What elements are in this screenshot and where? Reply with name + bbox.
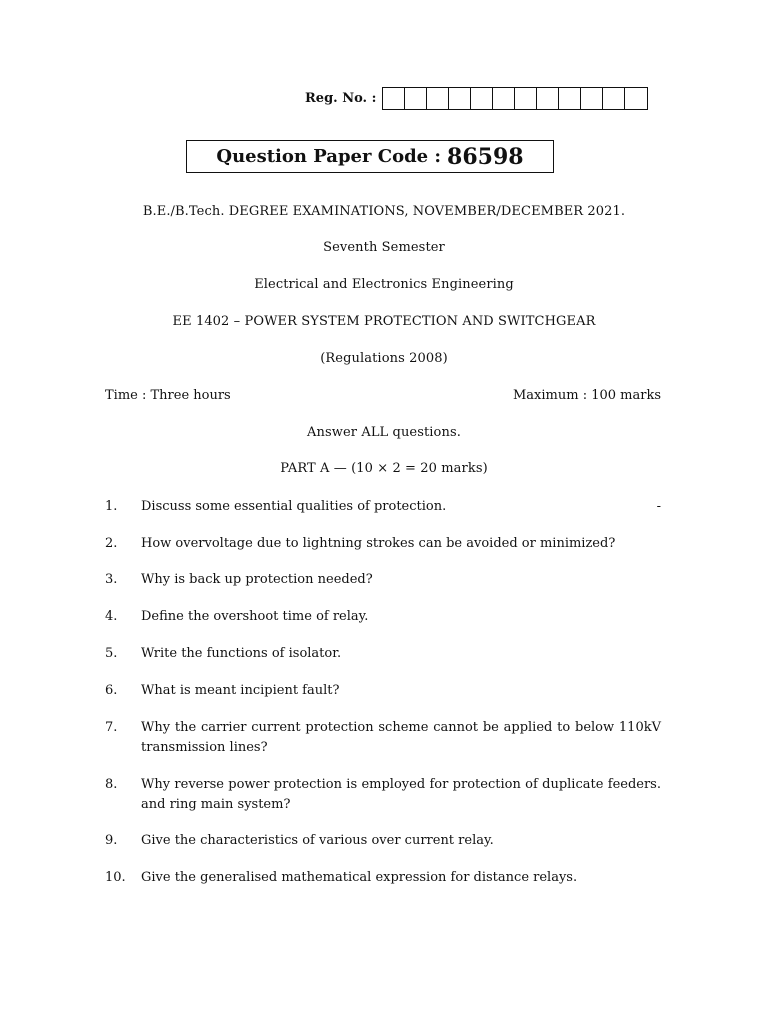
question-item bbox=[105, 681, 661, 701]
reg-no-box bbox=[427, 88, 449, 109]
reg-no-box bbox=[625, 88, 647, 109]
reg-no-box bbox=[471, 88, 493, 109]
reg-no-box bbox=[493, 88, 515, 109]
question-number: 5. bbox=[105, 646, 118, 661]
question-item bbox=[105, 570, 661, 590]
reg-no-box bbox=[515, 88, 537, 109]
question-paper-code-label: Question Paper Code : bbox=[216, 146, 442, 167]
department: Electrical and Electronics Engineering bbox=[254, 277, 514, 292]
question-text: What is meant incipient fault? bbox=[141, 683, 340, 698]
reg-no-box bbox=[603, 88, 625, 109]
semester: Seventh Semester bbox=[323, 240, 445, 255]
question-text: Discuss some essential qualities of protection. bbox=[141, 499, 447, 514]
question-text: Why is back up protection needed? bbox=[141, 572, 373, 587]
reg-no-box bbox=[581, 88, 603, 109]
question-number: 4. bbox=[105, 609, 118, 624]
question-text: Why reverse power protection is employed for protection of duplicate feeders. and ring main system? bbox=[141, 777, 661, 812]
question-item bbox=[105, 644, 661, 664]
question-item bbox=[105, 775, 661, 815]
question-number: 8. bbox=[105, 777, 118, 792]
question-number: 6. bbox=[105, 683, 118, 698]
question-text: Write the functions of isolator. bbox=[141, 646, 342, 661]
reg-no-box bbox=[383, 88, 405, 109]
question-number: 10. bbox=[105, 870, 126, 885]
regulations: (Regulations 2008) bbox=[320, 351, 448, 366]
question-item bbox=[105, 718, 661, 758]
question-item bbox=[105, 497, 661, 517]
reg-no-label: Reg. No. : bbox=[305, 91, 377, 106]
question-item bbox=[105, 534, 661, 554]
time-duration: Time : Three hours bbox=[105, 388, 231, 403]
reg-no-box bbox=[537, 88, 559, 109]
reg-no-boxes bbox=[382, 87, 648, 110]
time-marks-row bbox=[105, 388, 661, 403]
exam-title: B.E./B.Tech. DEGREE EXAMINATIONS, NOVEMBER/DECEMBER 2021. bbox=[142, 204, 626, 219]
question-number: 7. bbox=[105, 720, 118, 735]
question-paper-code-value: 86598 bbox=[447, 143, 524, 170]
question-text: Give the characteristics of various over current relay. bbox=[141, 833, 494, 848]
question-item bbox=[105, 868, 661, 888]
question-number: 2. bbox=[105, 536, 118, 551]
instruction: Answer ALL questions. bbox=[307, 425, 461, 440]
subject: EE 1402 – POWER SYSTEM PROTECTION AND SWITCHGEAR bbox=[172, 314, 596, 329]
question-item bbox=[105, 607, 661, 627]
question-paper-code-box bbox=[186, 140, 554, 173]
question-mark: - bbox=[656, 499, 661, 514]
question-text: Why the carrier current protection scheme cannot be applied to below 110kV transmission lines? bbox=[141, 720, 661, 755]
question-text: Define the overshoot time of relay. bbox=[141, 609, 369, 624]
question-number: 9. bbox=[105, 833, 118, 848]
question-text: How overvoltage due to lightning strokes can be avoided or minimized? bbox=[141, 536, 616, 551]
part-heading: PART A — (10 × 2 = 20 marks) bbox=[280, 461, 488, 476]
question-text: Give the generalised mathematical expression for distance relays. bbox=[141, 870, 578, 885]
reg-no-box bbox=[559, 88, 581, 109]
reg-no-box bbox=[449, 88, 471, 109]
question-number: 3. bbox=[105, 572, 118, 587]
reg-no-box bbox=[405, 88, 427, 109]
question-item bbox=[105, 831, 661, 851]
question-number: 1. bbox=[105, 499, 118, 514]
reg-no bbox=[305, 87, 648, 110]
maximum-marks: Maximum : 100 marks bbox=[512, 388, 661, 403]
